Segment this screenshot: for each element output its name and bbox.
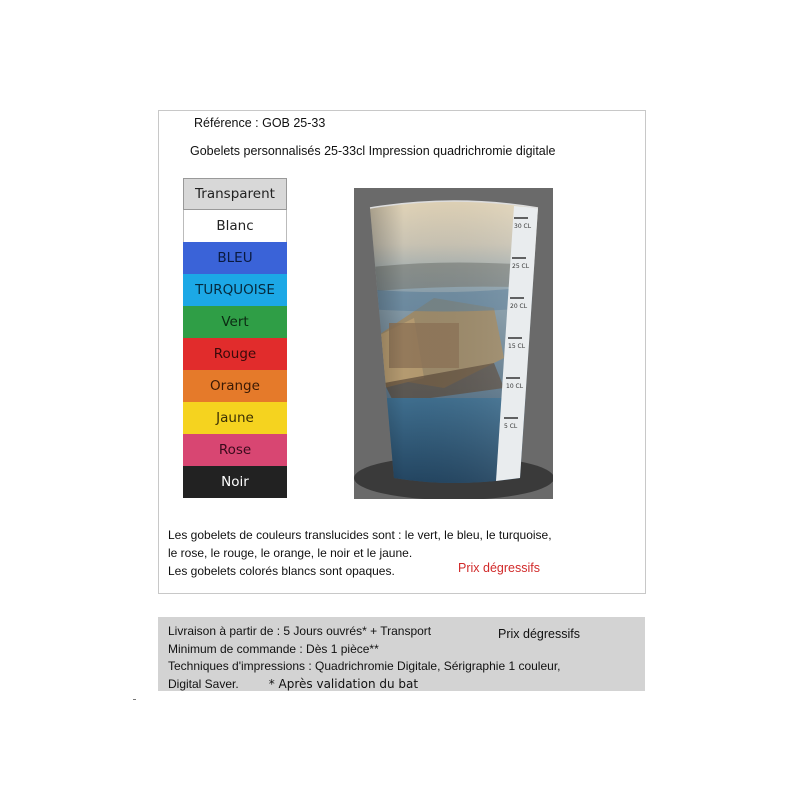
color-swatch-orange[interactable]: Orange bbox=[183, 370, 287, 402]
color-swatch-list bbox=[183, 178, 287, 498]
techniques-text: Techniques d'impressions : Quadrichromie Digitale, Sérigraphie 1 couleur, bbox=[168, 659, 561, 673]
info-line-2: le rose, le rouge, le orange, le noir et le jaune. bbox=[168, 546, 413, 560]
cup-mark-label: 15 CL bbox=[508, 343, 526, 350]
digital-saver-text: Digital Saver. bbox=[168, 676, 239, 691]
cup-mark-label: 10 CL bbox=[506, 383, 524, 390]
color-swatch-rose[interactable]: Rose bbox=[183, 434, 287, 466]
livraison-text: Livraison à partir de : 5 Jours ouvrés* + Transport bbox=[168, 624, 432, 638]
cup-mark-label: 5 CL bbox=[504, 423, 518, 430]
cup-mark-label: 25 CL bbox=[512, 263, 530, 270]
cup-illustration bbox=[354, 188, 553, 499]
cup-mark-label: 20 CL bbox=[510, 303, 528, 310]
info-line-3: Les gobelets colorés blancs sont opaques. bbox=[168, 564, 395, 578]
color-swatch-transparent[interactable]: Transparent bbox=[183, 178, 287, 210]
prix-degressifs-link[interactable]: Prix dégressifs bbox=[458, 561, 540, 575]
color-swatch-jaune[interactable]: Jaune bbox=[183, 402, 287, 434]
cup-mark-label: 30 CL bbox=[514, 223, 532, 230]
color-swatch-noir[interactable]: Noir bbox=[183, 466, 287, 498]
cup-photo bbox=[354, 188, 553, 499]
product-reference: Référence : GOB 25-33 bbox=[194, 116, 326, 130]
stray-mark bbox=[133, 699, 136, 700]
validation-note: * Après validation du bat bbox=[268, 676, 419, 691]
color-swatch-turquoise[interactable]: TURQUOISE bbox=[183, 274, 287, 306]
product-subtitle: Gobelets personnalisés 25-33cl Impression quadrichromie digitale bbox=[190, 144, 556, 158]
color-swatch-rouge[interactable]: Rouge bbox=[183, 338, 287, 370]
footer-panel bbox=[158, 617, 645, 691]
footer-prix-degressifs: Prix dégressifs bbox=[498, 627, 580, 641]
color-swatch-blanc[interactable]: Blanc bbox=[183, 210, 287, 242]
color-swatch-bleu[interactable]: BLEU bbox=[183, 242, 287, 274]
color-swatch-vert[interactable]: Vert bbox=[183, 306, 287, 338]
info-line-1: Les gobelets de couleurs translucides sont : le vert, le bleu, le turquoise, bbox=[168, 528, 552, 542]
minimum-text: Minimum de commande : Dès 1 pièce** bbox=[168, 641, 379, 656]
